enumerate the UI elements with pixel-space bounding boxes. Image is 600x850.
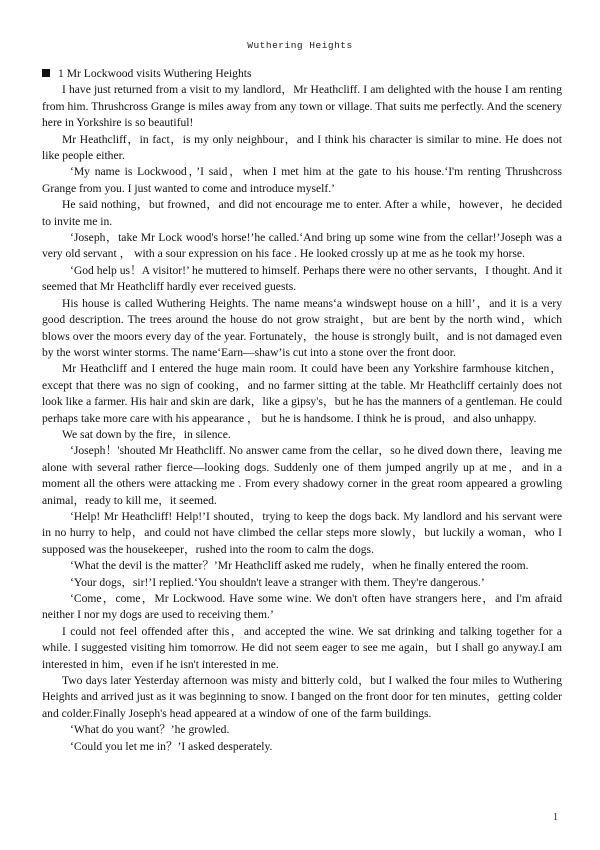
running-header: Wuthering Heights <box>247 40 353 51</box>
paragraph: ‘God help us！A visitor!’ he muttered to himself. Perhaps there were no other servants，I thought. And it seemed that Mr Heathcliff hardly ever received guests. <box>42 263 562 294</box>
chapter-title: 1 Mr Lockwood visits Wuthering Heights <box>58 67 252 80</box>
paragraph: ‘Help! Mr Heathcliff! Help!’I shouted，trying to keep the dogs back. My landlord and his servant were in no hurry to help，and could not have climbed the cellar steps more slowly，but luckily a woman，who I supposed was the housekeeper，rushed into the room to calm the dogs. <box>42 509 562 556</box>
paragraph: ‘Your dogs，sir!’I replied.‘You shouldn't leave a stranger with them. They're dangerous.’ <box>70 575 485 589</box>
paragraph: ‘What do you want？’he growled. <box>70 723 230 737</box>
paragraph: ‘Come，come，Mr Lockwood. Have some wine. We don't often have strangers here，and I'm afraid neither I nor my dogs are used to receiving them.’ <box>42 592 562 622</box>
paragraph: ‘Joseph！'shouted Mr Heathcliff. No answer came from the cellar，so he dived down there，leaving me alone with several rather fierce—looking dogs. Suddenly one of them jumped angrily up at me，and in a moment all the others were attacking me . From every shadowy corner in the great room appeared a growling animal，ready to kill me，it seemed. <box>42 444 562 507</box>
paragraph: Two days later Yesterday afternoon was misty and bitterly cold，but I walked the four miles to Wuthering Heights and arrived just as it was beginning to snow. I banged on the front door for ten minutes，getting colder and colder.Finally Joseph's head appeared at a window of one of the farm buildings. <box>42 674 562 720</box>
paragraph: Mr Heathcliff，in fact，is my only neighbour，and I think his character is similar to mine. He does not like people either. <box>42 132 562 163</box>
paragraph: ‘Joseph，take Mr Lock wood's horse!’he called.‘And bring up some wine from the cellar!’Joseph was a very old servant ， with a sour expression on his face . He looked crossly up at me as he took my horse. <box>42 231 562 261</box>
page-number: 1 <box>553 812 558 823</box>
paragraph: Mr Heathcliff and I entered the huge main room. It could have been any Yorkshire farmhouse kitchen，except that there was no sign of cooking，and no farmer sitting at the table. Mr Heathcliff certainly does not look like a farmer. His hair and skin are dark，like a gipsy's，but he has the manners of a gentleman. He could perhaps take more care with his appearance ， but he is handsome. I think he is proud，and also unhappy. <box>42 362 562 425</box>
paragraph: I could not feel offended after this，and accepted the wine. We sat drinking and talking together for a while. I suggested visiting him tomorrow. He did not seem eager to see me again，but I shall go anyway.I am interested in him，even if he isn't interested in me. <box>42 624 562 671</box>
square-bullet-icon <box>42 69 50 77</box>
paragraph: ‘My name is Lockwood，’I said，when I met him at the gate to his house.‘I'm renting Thrushcross Grange from you. I just wanted to come and introduce myself.’ <box>42 165 562 195</box>
paragraph: ‘What the devil is the matter？’Mr Heathcliff asked me rudely，when he finally entered the room. <box>70 559 529 573</box>
page-body <box>42 66 562 755</box>
paragraph: He said nothing，but frowned，and did not encourage me to enter. After a while，however，he decided to invite me in. <box>42 198 562 228</box>
paragraph: We sat down by the fire，in silence. <box>62 427 231 441</box>
paragraph: I have just returned from a visit to my landlord，Mr Heathcliff. I am delighted with the house I am renting from him. Thrushcross Grange is miles away from any town or village. That suits me perfectly. And the scenery here in Yorkshire is so beautiful! <box>42 83 562 130</box>
chapter-heading <box>42 66 562 82</box>
paragraph: His house is called Wuthering Heights. The name means‘a windswept house on a hill’，and it is a very good description. The trees around the house do not grow straight，but are bent by the north wind，which blows over the moors every day of the year. Fortunately，the house is strongly built，and is not damaged even by the worst winter storms. The name‘Earn—shaw’is cut into a stone over the front door. <box>42 296 562 359</box>
paragraph: ‘Could you let me in？’I asked desperately. <box>70 739 273 753</box>
